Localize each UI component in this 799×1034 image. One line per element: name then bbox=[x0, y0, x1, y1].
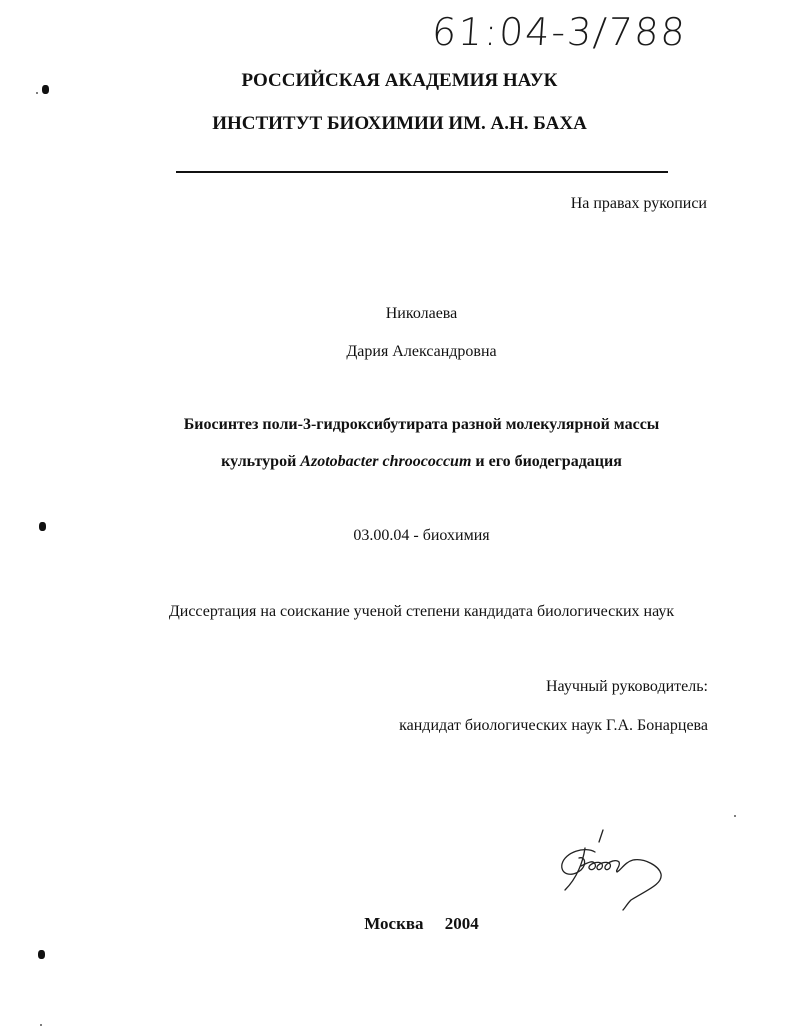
city-and-year bbox=[0, 914, 799, 934]
author-signature bbox=[555, 826, 675, 911]
supervisor-name: кандидат биологических наук Г.А. Бонарцева bbox=[399, 717, 708, 734]
specialty-code: 03.00.04 - биохимия bbox=[353, 527, 490, 544]
dissertation-type: Диссертация на соискание ученой степени кандидата биологических наук bbox=[168, 603, 675, 620]
thesis-title-suffix: и его биодеградация bbox=[471, 453, 622, 470]
supervisor-label: Научный руководитель: bbox=[545, 678, 708, 695]
thesis-title-line-1: Биосинтез поли-3-гидроксибутирата разной молекулярной массы bbox=[183, 416, 660, 433]
academy-title: РОССИЙСКАЯ АКАДЕМИЯ НАУК bbox=[241, 70, 558, 91]
institute-title: ИНСТИТУТ БИОХИМИИ ИМ. А.Н. БАХА bbox=[212, 113, 587, 134]
year: 2004 bbox=[444, 914, 479, 933]
manuscript-rights-note: На правах рукописи bbox=[570, 195, 707, 212]
author-surname: Николаева bbox=[385, 305, 458, 322]
handwritten-archive-number: 61:04-3/788 bbox=[430, 10, 689, 54]
binder-hole-mark bbox=[38, 950, 45, 959]
thesis-title-species: Azotobacter chroococcum bbox=[300, 453, 472, 470]
scan-speck bbox=[36, 92, 38, 94]
scan-speck bbox=[40, 1024, 42, 1026]
thesis-title-prefix: культурой bbox=[221, 453, 301, 470]
author-given-names: Дария Александровна bbox=[346, 343, 497, 360]
header-divider bbox=[176, 171, 668, 173]
scan-speck bbox=[734, 815, 736, 817]
city: Москва bbox=[364, 914, 424, 933]
thesis-title-line-2 bbox=[0, 453, 799, 471]
